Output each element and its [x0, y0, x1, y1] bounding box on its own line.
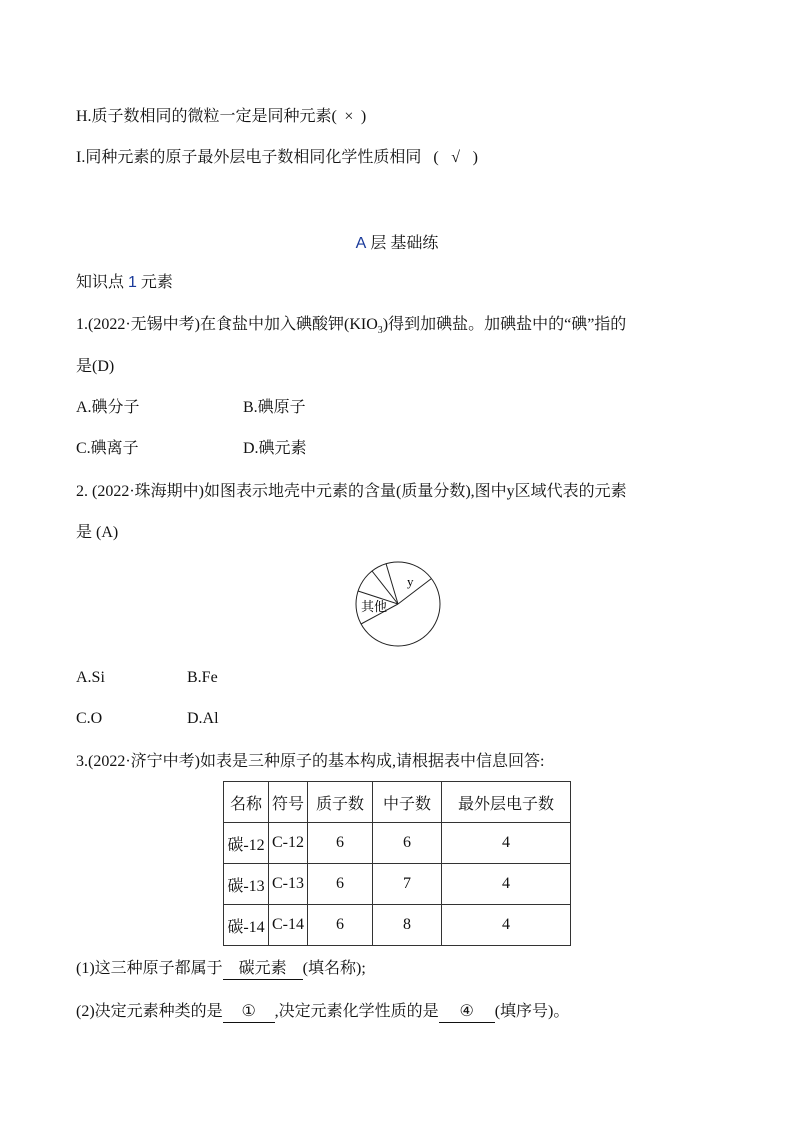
q1-option-a: A.碘分子 [76, 399, 140, 416]
q3-sub2-answer2: ④ [439, 1002, 495, 1023]
table-row [224, 905, 571, 946]
q3-sub2-text-b: ,决定元素化学性质的是 [274, 1003, 439, 1020]
table-cell: C-14 [269, 905, 308, 946]
q2-option-b: B.Fe [187, 669, 218, 686]
section-title [0, 230, 794, 253]
table-cell: 碳-14 [224, 905, 269, 946]
crust-element-pie-chart [354, 558, 444, 650]
q2-stem-line2: 是 (A) [76, 524, 119, 541]
knowledge-number: 1 [128, 274, 137, 291]
statement-h-mark: × [344, 108, 354, 125]
q3-sub1-answer: 碳元素 [223, 959, 303, 980]
q1-option-c: C.碘离子 [76, 440, 139, 457]
table-cell: 6 [308, 905, 373, 946]
q3-stem: 3.(2022·济宁中考)如表是三种原子的基本构成,请根据表中信息回答: [76, 753, 545, 770]
q3-sub1 [76, 958, 366, 980]
table-header-cell: 最外层电子数 [442, 782, 571, 823]
q1-stem-line2: 是(D) [76, 358, 115, 375]
q1-stem-b: )得到加碘盐。加碘盐中的“碘”指的 [382, 316, 627, 333]
table-cell: 6 [308, 823, 373, 864]
table-cell: 4 [442, 823, 571, 864]
atom-composition-table [223, 781, 571, 946]
q3-sub1-text-a: (1)这三种原子都属于 [76, 960, 223, 977]
q1-stem-a: 1.(2022·无锡中考)在食盐中加入碘酸钾(KIO [76, 316, 378, 333]
table-cell: 7 [373, 864, 442, 905]
pie-label-other: 其他 [361, 599, 388, 614]
q2-option-a: A.Si [76, 669, 105, 686]
table-cell: 碳-13 [224, 864, 269, 905]
q1-option-b: B.碘原子 [243, 399, 306, 416]
q3-sub2-answer1: ① [223, 1002, 275, 1023]
statement-i-open: ( [433, 149, 439, 166]
statement-i [76, 147, 478, 169]
statement-i-text: I.同种元素的原子最外层电子数相同化学性质相同 [76, 149, 422, 166]
table-header-cell: 名称 [224, 782, 269, 823]
knowledge-prefix: 知识点 [76, 274, 125, 291]
table-header-cell: 中子数 [373, 782, 442, 823]
table-cell: C-13 [269, 864, 308, 905]
section-title-text: 层 基础练 [370, 235, 439, 252]
statement-h-text: H.质子数相同的微粒一定是同种元素( [76, 108, 337, 125]
q1-stem-line1 [76, 314, 626, 342]
table-row [224, 864, 571, 905]
q2-option-d: D.Al [187, 710, 219, 727]
knowledge-point [76, 272, 173, 294]
table-header-cell: 质子数 [308, 782, 373, 823]
q3-sub2-text-c: (填序号)。 [494, 1003, 570, 1020]
table-cell: 4 [442, 905, 571, 946]
statement-i-mark: √ [451, 149, 461, 166]
q3-sub2-text-a: (2)决定元素种类的是 [76, 1003, 223, 1020]
q2-stem-line1: 2. (2022·珠海期中)如图表示地壳中元素的含量(质量分数),图中y区域代表的元素 [76, 483, 627, 500]
q2-option-c: C.O [76, 710, 103, 727]
section-level: A [355, 235, 367, 252]
table-cell: 6 [308, 864, 373, 905]
q1-stem-sub: 3 [377, 325, 383, 337]
table-cell: C-12 [269, 823, 308, 864]
table-row [224, 823, 571, 864]
knowledge-name: 元素 [140, 274, 173, 291]
table-header-cell: 符号 [269, 782, 308, 823]
statement-i-close: ) [472, 149, 478, 166]
q3-sub2 [76, 1001, 569, 1023]
table-cell: 碳-12 [224, 823, 269, 864]
table-cell: 8 [373, 905, 442, 946]
q1-option-d: D.碘元素 [243, 440, 307, 457]
table-cell: 4 [442, 864, 571, 905]
statement-h-close: ) [360, 108, 367, 125]
pie-label-y: y [407, 574, 414, 589]
table-cell: 6 [373, 823, 442, 864]
table-header-row [224, 782, 571, 823]
statement-h [76, 106, 366, 128]
q3-sub1-text-b: (填名称); [302, 960, 366, 977]
